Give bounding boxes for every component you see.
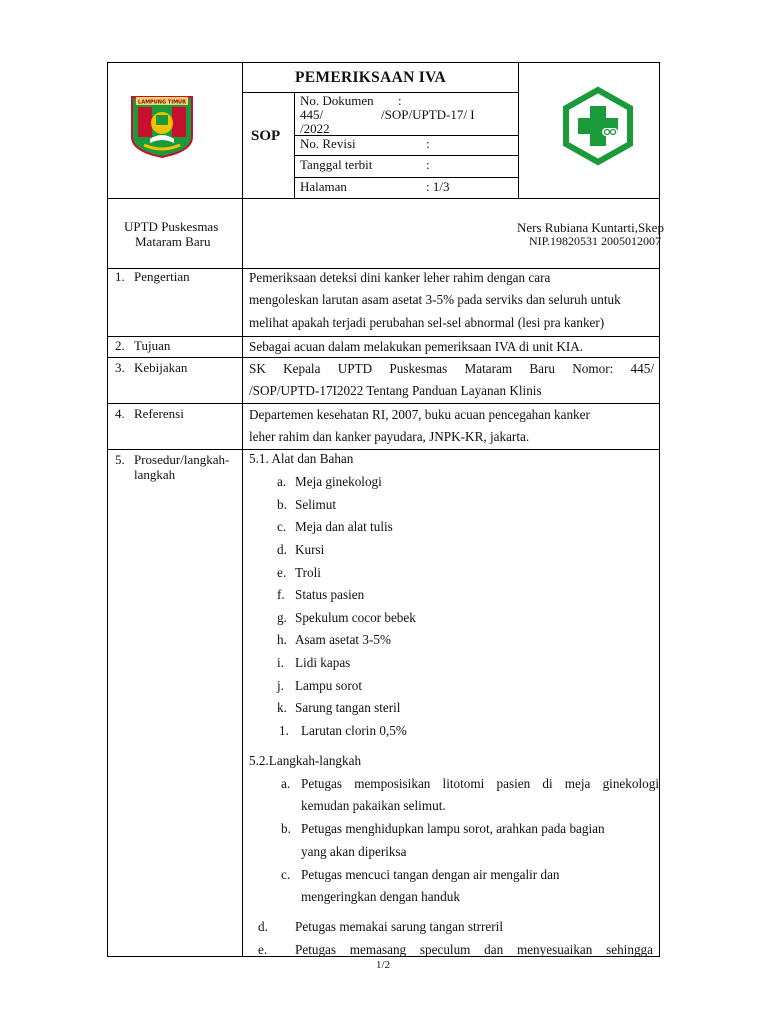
section-2-line-1: Sebagai acuan dalam melakukan pemeriksaan IVA di unit KIA. — [249, 339, 584, 354]
tool-item-1: Larutan clorin 0,5% — [301, 723, 407, 738]
revision-label: No. Revisi — [300, 136, 356, 151]
row-4-bottom — [107, 449, 660, 450]
row-3-bottom — [107, 403, 660, 404]
tool-marker-a: a. — [277, 474, 287, 489]
header-divider-3 — [294, 92, 295, 198]
tool-item-b: Selimut — [295, 497, 337, 512]
tool-item-c: Meja dan alat tulis — [295, 519, 393, 534]
section-2-number: 2. — [115, 338, 125, 353]
tool-marker-e: e. — [277, 565, 287, 580]
step-a-line-1: Petugas memposisikan litotomi pasien di meja ginekologi — [301, 776, 659, 791]
header-row-line-3 — [294, 177, 518, 178]
header-title-bottom — [242, 92, 518, 93]
section-4-line-1: Departemen kesehatan RI, 2007, buku acuan pencegahan kanker — [249, 407, 590, 422]
doc-number-value-a: 445/ — [300, 107, 324, 122]
tool-item-k: Sarung tangan steril — [295, 700, 401, 715]
doc-number-label: No. Dokumen — [300, 93, 374, 108]
document-title: PEMERIKSAAN IVA — [295, 69, 447, 86]
tool-marker-k: k. — [277, 700, 287, 715]
issue-date-label: Tanggal terbit — [300, 157, 373, 172]
sop-label: SOP — [251, 128, 281, 144]
step-e-text: Petugas memasang speculum dan menyesuaikan sehingga — [295, 942, 653, 957]
header-divider-1 — [242, 62, 243, 198]
body-column-divider — [242, 198, 243, 957]
section-1-line-2: mengoleskan larutan asam asetat 3-5% pada serviks dan seluruh untuk — [249, 292, 621, 307]
tool-marker-b: b. — [277, 497, 287, 512]
section-4-number: 4. — [115, 406, 125, 421]
section-2-label: Tujuan — [134, 338, 171, 353]
doc-number-colon: : — [398, 93, 402, 108]
section-1-number: 1. — [115, 269, 125, 284]
section-3-line-2: /SOP/UPTD-17I2022 Tentang Panduan Layanan Klinis — [249, 383, 542, 398]
section-3-number: 3. — [115, 360, 125, 375]
tool-item-a: Meja ginekologi — [295, 474, 382, 489]
tool-item-j: Lampu sorot — [295, 678, 363, 693]
header-row-line-2 — [294, 155, 518, 156]
tool-marker-h: h. — [277, 632, 287, 647]
row-1-bottom — [107, 336, 660, 337]
row-2-bottom — [107, 357, 660, 358]
step-marker-c: c. — [281, 867, 291, 882]
tool-marker-i: i. — [277, 655, 284, 670]
section-5-label-line-2: langkah — [134, 467, 176, 482]
tool-item-e: Troli — [295, 565, 321, 580]
tool-marker-d: d. — [277, 542, 287, 557]
tool-marker-1: 1. — [279, 723, 289, 738]
lampung-timur-emblem — [128, 93, 196, 159]
step-c-line-2: mengeringkan dengan handuk — [301, 889, 460, 904]
step-b-line-2: yang akan diperiksa — [301, 844, 407, 859]
page-count-label: Halaman — [300, 179, 347, 194]
step-b-line-1: Petugas menghidupkan lampu sorot, arahkan pada bagian — [301, 821, 605, 836]
tool-marker-f: f. — [277, 587, 285, 602]
tool-item-h: Asam asetat 3-5% — [295, 632, 391, 647]
step-a-line-2: kemudan pakaikan selimut. — [301, 798, 446, 813]
tool-item-d: Kursi — [295, 542, 325, 557]
puskesmas-logo — [558, 86, 638, 166]
doc-number-value-year: /2022 — [300, 121, 330, 136]
step-d-text: Petugas memakai sarung tangan strreril — [295, 919, 504, 934]
step-marker-d: d. — [258, 919, 268, 934]
org-name-line-1: UPTD Puskesmas — [124, 219, 219, 234]
header-divider-2 — [518, 62, 519, 198]
table-border-top — [107, 62, 660, 63]
section-1-line-3: melihat apakah terjadi perubahan sel-sel abnormal (lesi pra kanker) — [249, 315, 605, 330]
section-1-label: Pengertian — [134, 269, 190, 284]
header-bottom — [107, 198, 660, 199]
steps-subheading: 5.2.Langkah-langkah — [249, 753, 362, 768]
section-3-line-1: SK Kepala UPTD Puskesmas Mataram Baru Nomor: 445/ — [249, 361, 654, 376]
page-number: 1/2 — [376, 959, 391, 971]
doc-number-value-b: /SOP/UPTD-17/ I — [381, 107, 475, 122]
section-1-line-1: Pemeriksaan deteksi dini kanker leher rahim dengan cara — [249, 270, 551, 285]
tool-item-i: Lidi kapas — [295, 655, 351, 670]
tool-marker-g: g. — [277, 610, 287, 625]
emblem-banner-text: LAMPUNG TIMUR — [138, 99, 186, 106]
tool-marker-c: c. — [277, 519, 287, 534]
revision-value: : — [426, 136, 430, 151]
section-5-label-line-1: Prosedur/langkah- — [134, 452, 230, 467]
section-5-number: 5. — [115, 452, 125, 467]
table-border-right — [659, 62, 660, 957]
tool-item-f: Status pasien — [295, 587, 365, 602]
signer-nip: NIP.19820531 2005012007 — [529, 234, 662, 248]
org-name-line-2: Mataram Baru — [135, 234, 211, 249]
section-3-label: Kebijakan — [134, 360, 188, 375]
step-c-line-1: Petugas mencuci tangan dengan air mengalir dan — [301, 867, 560, 882]
table-border-left — [107, 62, 108, 957]
signer-name: Ners Rubiana Kuntarti,Skep — [517, 220, 664, 235]
section-4-line-2: leher rahim dan kanker payudara, JNPK-KR, jakarta. — [249, 429, 530, 444]
page-count-value: : 1/3 — [426, 179, 450, 194]
step-marker-a: a. — [281, 776, 291, 791]
tools-subheading: 5.1. Alat dan Bahan — [249, 451, 354, 466]
section-4-label: Referensi — [134, 406, 184, 421]
tool-marker-j: j. — [277, 678, 284, 693]
tool-item-g: Spekulum cocor bebek — [295, 610, 416, 625]
issue-date-value: : — [426, 157, 430, 172]
step-marker-e: e. — [258, 942, 268, 957]
step-marker-b: b. — [281, 821, 291, 836]
